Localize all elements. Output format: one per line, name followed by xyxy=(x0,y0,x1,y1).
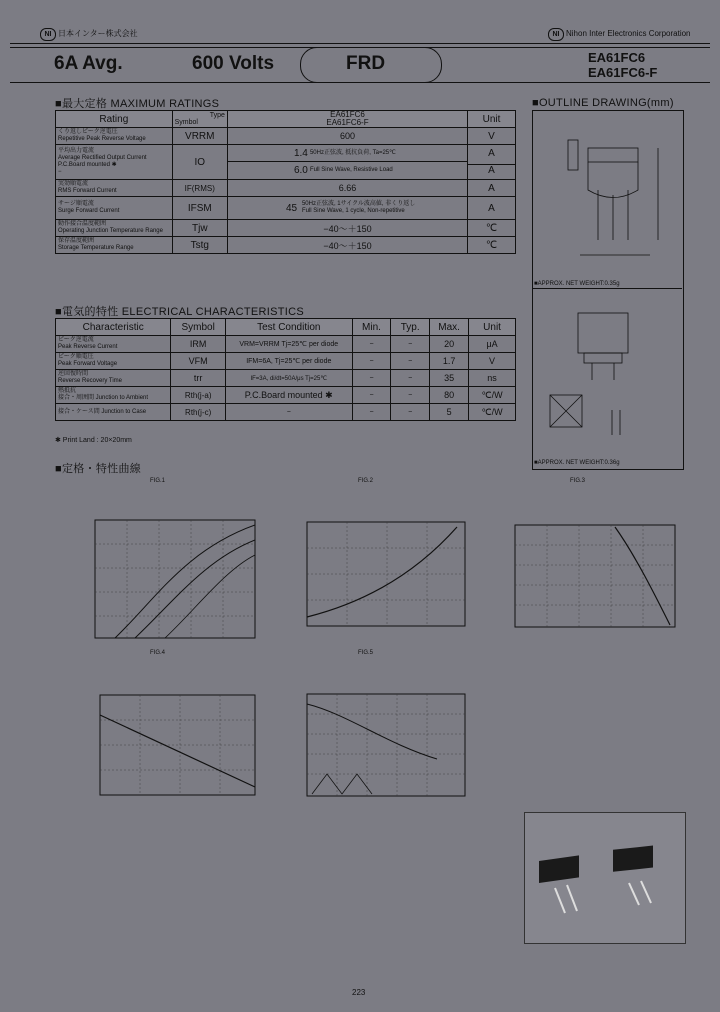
col-max: Max. xyxy=(430,319,469,336)
product-photo-svg xyxy=(525,813,685,943)
table-row: 動作接合温度範囲 Operating Junction Temperature Range Tjw −40〜＋150 ℃ xyxy=(56,220,516,237)
fig4-svg xyxy=(100,695,255,795)
package-drawing-bottom xyxy=(540,295,675,455)
outline-heading: ■OUTLINE DRAWING(mm) xyxy=(532,97,674,109)
table-row: 平均出力電流 Average Rectified Output Current P.C.Board mounted ✱ − IO 1.4 50Hz正弦波, 抵抗負荷, Ta=25℃ 6.0 Full Sine Wave, Resistive Load A A xyxy=(56,145,516,180)
table-row: くり返しピーク逆電圧 Repetitive Peak Reverse Voltage VRRM 600 V xyxy=(56,128,516,145)
max-ratings-table xyxy=(55,110,516,254)
title-type: FRD xyxy=(346,53,386,74)
product-photo xyxy=(524,812,686,944)
fig2-label: FIG.2 xyxy=(358,478,374,484)
outline-weight2: ■APPROX. NET WEIGHT:0.36g xyxy=(534,460,620,466)
fig4-label: FIG.4 xyxy=(150,650,166,656)
table-row: 熱抵抗 接合・周囲間 Junction to Ambient Rth(j-a) P.C.Board mounted ✱ − − 80 ℃/W xyxy=(56,387,516,404)
table-row: ピーク順電圧 Peak Forward Voltage VFM IFM=6A, Tj=25℃ per diode − − 1.7 V xyxy=(56,353,516,370)
col-rating: Rating xyxy=(56,111,173,128)
fig5-label: FIG.5 xyxy=(358,650,374,656)
right-brand xyxy=(548,28,691,41)
fig1-svg xyxy=(95,520,255,638)
fig1-chart xyxy=(95,520,255,638)
page-number: 223 xyxy=(352,988,366,997)
outline-weight1: ■APPROX. NET WEIGHT:0.35g xyxy=(534,281,620,287)
fig3-svg xyxy=(515,525,675,627)
fig4-chart xyxy=(100,695,255,795)
col-typ: Typ. xyxy=(391,319,430,336)
fig2-chart xyxy=(307,522,465,626)
package-drawing-top xyxy=(540,120,675,270)
title-voltage: 600 Volts xyxy=(192,53,275,74)
fig5-svg xyxy=(307,694,465,796)
elec-footnote: ✱ Print Land : 20×20mm xyxy=(55,437,132,444)
title-part1: EA61FC6 xyxy=(588,50,646,65)
ni-logo-icon: NI xyxy=(40,28,56,41)
fig2-svg xyxy=(307,522,465,626)
header-rule xyxy=(10,43,710,44)
right-brand-text: Nihon Inter Electronics Corporation xyxy=(566,29,691,38)
elec-heading: ■電気的特性 ELECTRICAL CHARACTERISTICS xyxy=(55,306,304,318)
title-part2: EA61FC6-F xyxy=(588,65,658,80)
fig3-chart xyxy=(515,525,675,627)
col-unit: Unit xyxy=(468,111,516,128)
title-current: 6A Avg. xyxy=(54,53,123,74)
fig3-label: FIG.3 xyxy=(570,478,586,484)
elec-table xyxy=(55,318,516,421)
max-ratings-heading: ■最大定格 MAXIMUM RATINGS xyxy=(55,98,220,110)
col-part: EA61FC6 EA61FC6-F xyxy=(227,111,467,128)
table-row: 保存温度範囲 Storage Temperature Range Tstg −40〜＋150 ℃ xyxy=(56,237,516,254)
fig1-label: FIG.1 xyxy=(150,478,166,484)
col-symbol: Symbol xyxy=(171,319,226,336)
left-brand-text: 日本インター株式会社 xyxy=(58,29,138,38)
table-row: 接合・ケース間 Junction to Case Rth(j-c) − − − 5 ℃/W xyxy=(56,404,516,421)
table-row: 逆回復時間 Reverse Recovery Time trr IF=3A, di/dt=50A/μs Tj=25℃ − − 35 ns xyxy=(56,370,516,387)
left-brand xyxy=(40,28,138,41)
ni-logo-icon-right: NI xyxy=(548,28,564,41)
fig5-chart xyxy=(307,694,465,796)
outline-divider xyxy=(532,288,682,289)
table-row: ピーク逆電流 Peak Reverse Current IRM VRM=VRRM Tj=25℃ per diode − − 20 μA xyxy=(56,336,516,353)
col-symbol-type: Type Symbol xyxy=(172,111,227,128)
col-elec-unit: Unit xyxy=(469,319,516,336)
col-min: Min. xyxy=(352,319,391,336)
table-row: 実効順電流 RMS Forward Current IF(RMS) 6.66 A xyxy=(56,180,516,197)
col-characteristic: Characteristic xyxy=(56,319,171,336)
table-row: サージ順電流 Surge Forward Current IFSM 45 50Hz正弦波, 1サイクル波高値, 非くり返し Full Sine Wave, 1 cycle, Non-repetitive A xyxy=(56,197,516,220)
curves-heading: ■定格・特性曲線 xyxy=(55,463,142,475)
col-test: Test Condition xyxy=(225,319,352,336)
